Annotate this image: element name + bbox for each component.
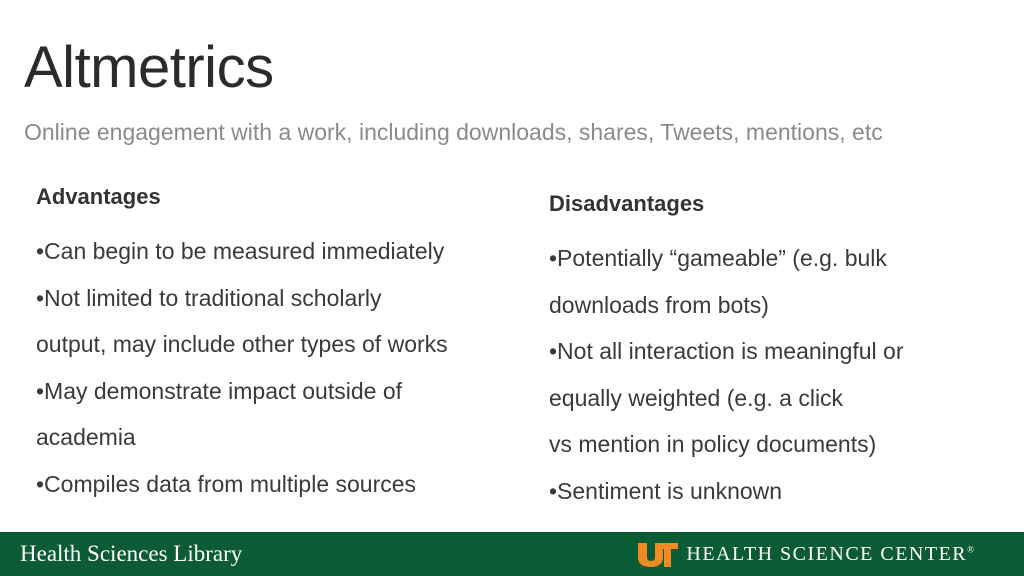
health-science-center-text: HEALTH SCIENCE CENTER®	[686, 542, 974, 565]
disadvantages-line: downloads from bots)	[549, 291, 769, 318]
advantages-line: academia	[36, 424, 136, 450]
slide-title: Altmetrics	[24, 35, 274, 100]
advantages-line: •May demonstrate impact outside of	[36, 377, 403, 404]
disadvantages-line: •Potentially “gameable” (e.g. bulk	[549, 245, 887, 271]
disadvantages-line: •Sentiment is unknown	[549, 477, 783, 504]
advantages-line: •Can begin to be measured immediately	[36, 238, 445, 264]
slide-subtitle: Online engagement with a work, including downloads, shares, Tweets, mentions, etc	[24, 119, 883, 145]
advantages-column	[36, 182, 506, 507]
ut-logo-icon	[636, 540, 680, 568]
advantages-line: •Not limited to traditional scholarly	[36, 284, 382, 311]
footer-bar	[0, 532, 1024, 576]
disadvantages-line: vs mention in policy documents)	[549, 431, 877, 457]
disadvantages-line: •Not all interaction is meaningful or	[549, 338, 904, 364]
disadvantages-heading: Disadvantages	[549, 191, 705, 216]
advantages-line: •Compiles data from multiple sources	[36, 470, 417, 497]
health-science-center-logo	[636, 539, 974, 569]
disadvantages-column	[549, 189, 1009, 514]
disadvantages-list	[549, 235, 1009, 514]
disadvantages-line: equally weighted (e.g. a click	[549, 384, 844, 411]
advantages-heading: Advantages	[36, 184, 161, 209]
advantages-list	[36, 228, 506, 507]
library-name: Health Sciences Library	[20, 541, 243, 566]
advantages-line: output, may include other types of works	[36, 331, 448, 357]
registered-mark: ®	[967, 543, 974, 554]
